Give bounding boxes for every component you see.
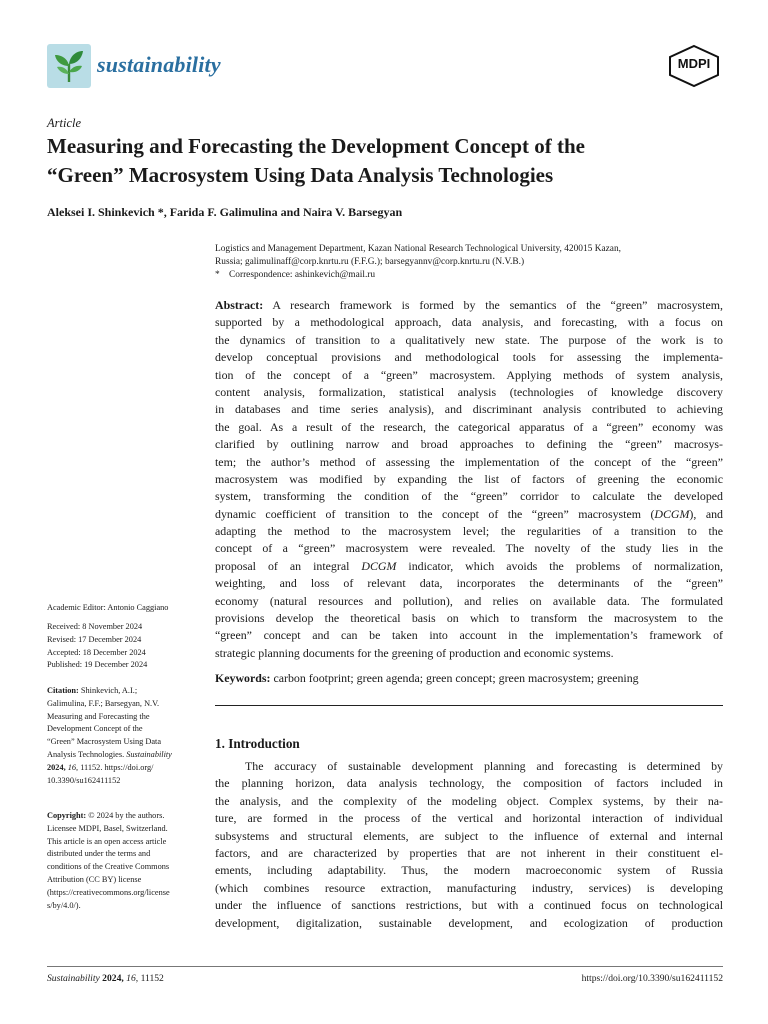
section-divider [215,705,723,706]
intro-line: subsystems and structural elements, are subject to the influence of external and internal [215,828,723,843]
footer-divider [47,966,723,967]
abstract-line: proposal of an integral DCGM indicator, which avoids the problems of normalization, [215,558,723,573]
author-list: Aleksei I. Shinkevich *, Farida F. Galimulina and Naira V. Barsegyan [47,205,403,219]
introduction-body [215,758,723,932]
abstract-line: the goal. As a result of the research, the categorical apparatus of a “green” economy was [215,419,723,434]
citation-doi[interactable]: 10.3390/su162411152 [47,775,121,785]
abstract-line: economy (natural resources and pollution), and relies on available data. The formulated [215,593,723,608]
abstract-line: Abstract: A research framework is formed by the semantics of the “green” macrosystem, [215,298,723,312]
intro-line: development, digitalization, sustainable development, and ecologization of production [215,915,723,930]
abstract [215,297,723,662]
title-line: “Green” Macrosystem Using Data Analysis Technologies [47,163,554,187]
affiliation-line: Russia; galimulinaff@corp.knrtu.ru (F.F.G.); barsegyannv@corp.knrtu.ru (N.V.B.) [215,257,525,267]
intro-line: ture, are formed in the process of the vertical and horizontal interaction of individual [215,811,723,826]
correspondence-star: * [215,270,220,280]
keywords [215,670,723,687]
abstract-line: adapting the method to the macrosystem level; the regularities of a transition to the [215,524,723,539]
abstract-label: Abstract: [215,298,264,312]
dcgm-term: DCGM [654,506,690,521]
intro-line: The accuracy of sustainable development planning and forecasting is determined by [245,759,723,773]
article-type: Article [47,116,82,130]
publisher-name: MDPI [677,56,711,71]
citation-label: Citation: [47,686,79,695]
received-date: Received: 8 November 2024 [47,622,143,631]
abstract-line: concept of a “green” macrosystem were revealed. The novelty of the study lies in the [215,541,723,556]
published-date: Published: 19 December 2024 [47,660,148,670]
title-line: Measuring and Forecasting the Development Concept of the [47,134,585,158]
license-link[interactable]: (https://creativecommons.org/license [47,887,170,897]
sprout-icon [47,44,91,88]
accepted-date: Accepted: 18 December 2024 [47,647,146,657]
correspondence [215,269,723,282]
journal-name: sustainability [97,52,221,77]
abstract-line: “green” concept and can be taken into account in the implementation’s framework of [215,628,723,643]
intro-line: the planning horizon, data analysis technology, the composition of factors included in [215,776,723,791]
abstract-line: weighting, and loss of relevant data, incorporates the determinants of the “green” [215,576,723,591]
publication-dates [47,621,197,672]
footer-doi-link[interactable]: https://doi.org/10.3390/su162411152 [581,973,723,984]
abstract-line: develop conceptual provisions and methodological tools for assessing the implementa- [215,350,723,365]
abstract-line: tion of the concept of a “green” macrosystem. Applying methods of system analysis, [215,367,723,382]
abstract-line: strategic planning documents for the greening of production and economic systems. [215,645,614,660]
abstract-line: provisions develop the theoretical basis on which to transform the macrosystem to the [215,611,723,626]
copyright-block: Copyright: © 2024 by the authors. Licensee MDPI, Basel, Switzerland. This article is an open access article distributed under the terms and conditions of the Creative Commons Attribution (CC BY) license (https://creativecommons.org/license s/by/4.0/). [47,810,197,912]
section-heading: 1. Introduction [215,736,300,751]
journal-logo [47,44,91,88]
abstract-line: clarified by outlining narrow and broad approaches to defining the “green” macrosys- [215,437,723,452]
abstract-line: the dynamics of transition to a qualitatively new state. The purpose of the work is to [215,332,723,347]
abstract-line: tem; the author’s method of assessing the implementation of the concept of the “green” [215,454,723,469]
abstract-line: content analysis, formalization, statistical analysis (technologies of knowledge discovery [215,384,723,399]
intro-line: factors, and are characterized by properties that are not inherent in their constituent el- [215,845,723,860]
citation-block: Citation: Shinkevich, A.I.; Galimulina, F.F.; Barsegyan, N.V. Measuring and Forecasting the Development Concept of the “Green” Macrosystem Using Data Analysis Technologies. Sustainability 2024, 16, 11152. https://doi.org/ 10.3390/su162411152 [47,685,197,787]
abstract-line: system, transforming the condition of the “green” corridor to calculate the developed [215,489,723,504]
intro-line: the analysis, and the complexity of the modeling object. Complex systems, by their na- [215,793,723,808]
academic-editor: Academic Editor: Antonio Caggiano [47,603,169,612]
abstract-line: in databases and time series analysis), and discriminant analysis contributed to achieving [215,402,723,417]
page-title [47,132,727,190]
copyright-label: Copyright: [47,811,87,820]
keywords-text: carbon footprint; green agenda; green concept; green macrosystem; greening [273,671,639,685]
revised-date: Revised: 17 December 2024 [47,634,142,644]
abstract-line: macrosystem was modified by expanding the list of factors of greening the economic [215,471,723,486]
abstract-line: supported by a methodological approach, data analysis, and forecasting, with a focus on [215,315,723,330]
affiliation [215,243,723,282]
footer-citation: Sustainability 2024, 16, 11152 [47,973,164,984]
keywords-label: Keywords: [215,671,271,685]
intro-line: under the influence of sanctions restrictions, but with a continued focus on technological [215,898,723,913]
abstract-line: dynamic coefficient of transition to the concept of the “green” macrosystem (DCGM), and [215,506,723,521]
intro-line: (which combines resource extraction, manufacturing industry, services) is developing [215,880,723,895]
intro-line: ements, including adaptability. Thus, the modern macroeconomic system of Russia [215,863,723,878]
dcgm-term: DCGM [361,558,397,573]
correspondence-email: Correspondence: ashinkevich@mail.ru [229,270,376,280]
affiliation-line: Logistics and Management Department, Kazan National Research Technological University, 420015 Kazan, [215,244,621,254]
